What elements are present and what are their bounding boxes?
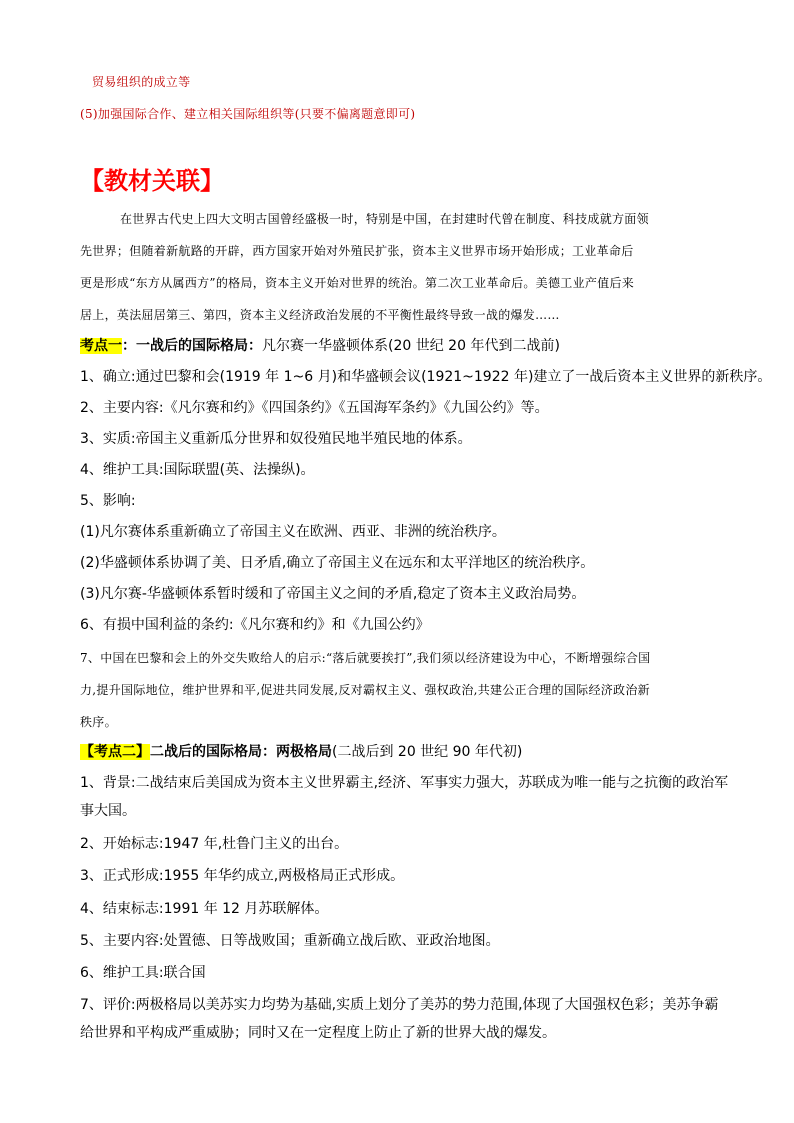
top-line-2: (5)加强国际合作、建立相关国际组织等(只要不偏离题意即可) xyxy=(80,107,416,121)
kp2-item-7-line-1: 7、评价:两极格局以美苏实力均势为基础,实质上划分了美苏的势力范围,体现了大国强权色彩；美苏争霸 xyxy=(80,997,719,1013)
kp1-sep: ： xyxy=(122,338,136,354)
kp1-label: 考点一 xyxy=(80,338,122,354)
intro-line-1: 在世界古代史上四大文明古国曾经盛极一时，特别是中国，在封建时代曾在制度、科技成就方面领 xyxy=(120,212,649,226)
kp2-item-1-line-1: 1、背景:二战结束后美国成为资本主义世界霸主,经济、军事实力强大，苏联成为唯一能与之抗衡的政治军 xyxy=(80,775,729,791)
top-line-1: 贸易组织的成立等 xyxy=(92,75,191,89)
kp2-item-3: 3、正式形成:1955 年华约成立,两极格局正式形成。 xyxy=(80,868,405,884)
intro-line-4: 居上，英法屈居第三、第四，资本主义经济政治发展的不平衡性最终导致一战的爆发…… xyxy=(80,308,560,322)
kp1-item-1: 1、确立:通过巴黎和会(1919 年 1~6 月)和华盛顿会议(1921~1922 年)建立了一战后资本主义世界的新秩序。 xyxy=(80,369,772,385)
kp2-item-7-line-2: 给世界和平构成严重威胁；同时又在一定程度上防止了新的世界大战的爆发。 xyxy=(80,1025,556,1041)
kp2-heading xyxy=(80,742,522,762)
kp2-rest: (二战后到 20 世纪 90 年代初) xyxy=(332,744,523,760)
intro-line-3: 更是形成“东方从属西方”的格局，资本主义开始对世界的统治。第二次工业革命后。美德工业产值后来 xyxy=(80,276,635,290)
kp1-item-6: 6、有损中国利益的条约:《凡尔赛和约》和《九国公约》 xyxy=(80,617,430,633)
kp1-item-4: 4、维护工具:国际联盟(英、法操纵)。 xyxy=(80,462,315,478)
kp1-item-5-2: (2)华盛顿体系协调了美、日矛盾,确立了帝国主义在远东和太平洋地区的统治秩序。 xyxy=(80,555,595,571)
kp2-item-2: 2、开始标志:1947 年,杜鲁门主义的出台。 xyxy=(80,836,349,852)
kp2-title: 二战后的国际格局：两极格局 xyxy=(150,744,332,760)
kp2-item-6: 6、维护工具:联合国 xyxy=(80,965,206,981)
kp2-item-5: 5、主要内容:处置德、日等战败国；重新确立战后欧、亚政治地图。 xyxy=(80,933,500,949)
kp1-title: 一战后的国际格局： xyxy=(136,338,262,354)
kp1-item-5-1: (1)凡尔赛体系重新确立了帝国主义在欧洲、西亚、非洲的统治秩序。 xyxy=(80,524,506,540)
kp2-label: 【考点二】 xyxy=(80,744,150,760)
kp1-item-2: 2、主要内容:《凡尔赛和约》《四国条约》《五国海军条约》《九国公约》等。 xyxy=(80,400,549,416)
intro-line-2: 先世界；但随着新航路的开辟，西方国家开始对外殖民扩张，资本主义世界市场开始形成；工业革命后 xyxy=(80,244,634,258)
kp1-item-3: 3、实质:帝国主义重新瓜分世界和奴役殖民地半殖民地的体系。 xyxy=(80,431,472,447)
kp1-item-7-line-1: 7、中国在巴黎和会上的外交失败给人的启示:“落后就要挨打”,我们须以经济建设为中心，不断增强综合国 xyxy=(80,651,651,665)
section-title: 【教材关联】 xyxy=(80,167,224,195)
kp2-item-1-line-2: 事大国。 xyxy=(80,803,136,819)
kp1-item-7-line-2: 力,提升国际地位，维护世界和平,促进共同发展,反对霸权主义、强权政治,共建公正合理的国际经济政治新 xyxy=(80,683,650,697)
kp1-rest: 凡尔赛一华盛顿体系(20 世纪 20 年代到二战前) xyxy=(262,338,560,354)
kp2-item-4: 4、结束标志:1991 年 12 月苏联解体。 xyxy=(80,901,329,917)
kp1-item-5: 5、影响: xyxy=(80,493,136,509)
kp1-heading xyxy=(80,336,560,356)
kp1-item-5-3: (3)凡尔赛-华盛顿体系暂时缓和了帝国主义之间的矛盾,稳定了资本主义政治局势。 xyxy=(80,586,586,602)
kp1-item-7-line-3: 秩序。 xyxy=(80,715,117,729)
